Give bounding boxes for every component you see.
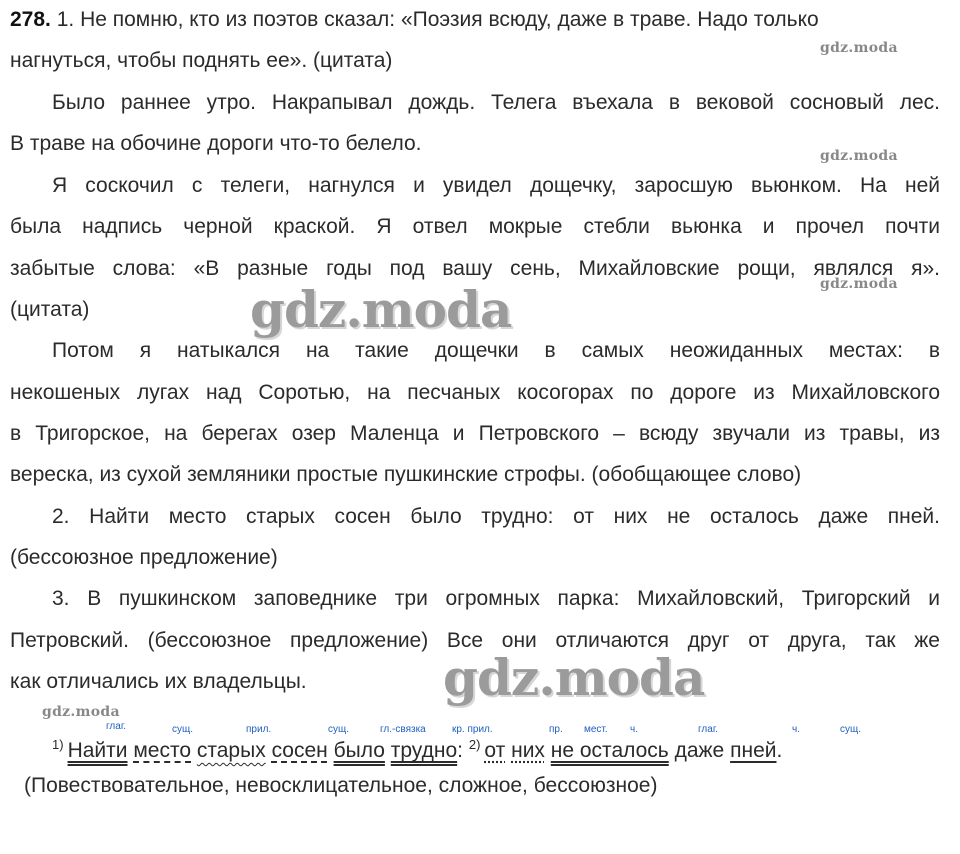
- word-staryh: старых: [196, 739, 266, 762]
- text-line-16: Петровский. (бессоюзное предложение) Все они отличаются друг от друга, так же: [10, 629, 940, 652]
- colon: :: [457, 739, 463, 762]
- word-bylo: было: [333, 739, 385, 762]
- text-line-12: вереска, из сухой земляники простые пушкинские строфы. (обобщающее слово): [10, 463, 802, 486]
- text-line-1: [10, 6, 940, 34]
- text-line-10: некошеных лугах над Соротью, на песчаных косогорах по дороге из Михайловского: [10, 381, 940, 404]
- text-line-13: 2. Найти место старых сосен было трудно: от них не осталось даже пней.: [52, 505, 940, 528]
- watermark-small-1: gdz.moda: [820, 40, 898, 56]
- word-nih: них: [511, 739, 545, 762]
- text-line-3: Было раннее утро. Накрапывал дождь. Телега въехала в вековой сосновый лес.: [52, 91, 940, 114]
- pos-label-11: ч.: [792, 724, 800, 735]
- word-najti: Найти: [67, 739, 128, 762]
- word-mesto: место: [133, 739, 192, 762]
- word-pnej: пней: [730, 739, 777, 762]
- period: .: [776, 739, 783, 762]
- pos-label-8: мест.: [584, 724, 608, 735]
- text-line-1-content: 1. Не помню, кто из поэтов сказал: «Поэзия всюду, даже в траве. Надо только: [56, 8, 819, 31]
- text-line-11: в Тригорское, на берегах озер Маленца и Петровского – всюду звучали из травы, из: [10, 422, 940, 445]
- pos-label-4: сущ.: [328, 724, 350, 735]
- word-ot: от: [484, 739, 506, 762]
- pos-label-12: сущ.: [840, 724, 862, 735]
- pos-label-3: прил.: [246, 724, 272, 735]
- watermark-small-4: gdz.moda: [42, 704, 120, 720]
- watermark-small-3: gdz.moda: [820, 276, 898, 292]
- pos-label-9: ч.: [630, 724, 638, 735]
- clause-marker-1: 1): [52, 737, 64, 752]
- pos-label-5: гл.-связка: [380, 724, 426, 735]
- sentence-characteristic: (Повествовательное, невосклицательное, сложное, бессоюзное): [24, 774, 658, 797]
- word-ne-ostalos: не осталось: [550, 739, 669, 762]
- watermark-big-2: gdz.moda: [443, 648, 705, 707]
- text-line-8: (цитата): [10, 298, 90, 321]
- word-dazhe: даже: [674, 739, 725, 762]
- pos-label-2: сущ.: [172, 724, 194, 735]
- exercise-number: 278.: [10, 8, 51, 31]
- text-line-4: В траве на обочине дороги что-то белело.: [10, 132, 422, 155]
- word-trudno: трудно: [390, 739, 458, 762]
- watermark-big-1: gdz.moda: [250, 280, 512, 339]
- clause-marker-2: 2): [468, 737, 481, 752]
- word-sosen: сосен: [271, 739, 328, 762]
- pos-label-10: глаг.: [698, 724, 719, 735]
- pos-label-1: глаг.: [106, 721, 127, 732]
- text-line-7: забытые слова: «В разные годы под вашу сень, Михайловские рощи, являлся я».: [10, 257, 940, 280]
- text-line-6: была надпись черной краской. Я отвел мокрые стебли вьюнка и прочел почти: [10, 215, 940, 238]
- text-line-5: Я соскочил с телеги, нагнулся и увидел дощечку, заросшую вьюнком. На ней: [52, 174, 940, 197]
- text-line-2: нагнуться, чтобы поднять ее». (цитата): [10, 49, 393, 72]
- text-line-9: Потом я натыкался на такие дощечки в самых неожиданных местах: в: [52, 339, 940, 362]
- pos-label-7: пр.: [549, 724, 563, 735]
- text-line-14: (бессоюзное предложение): [10, 546, 278, 569]
- pos-label-6: кр. прил.: [452, 724, 493, 735]
- text-line-15: 3. В пушкинском заповеднике три огромных парка: Михайловский, Тригорский и: [52, 587, 940, 610]
- text-line-17: как отличались их владельцы.: [10, 670, 307, 693]
- parsed-sentence: [52, 731, 782, 765]
- watermark-small-2: gdz.moda: [820, 148, 898, 164]
